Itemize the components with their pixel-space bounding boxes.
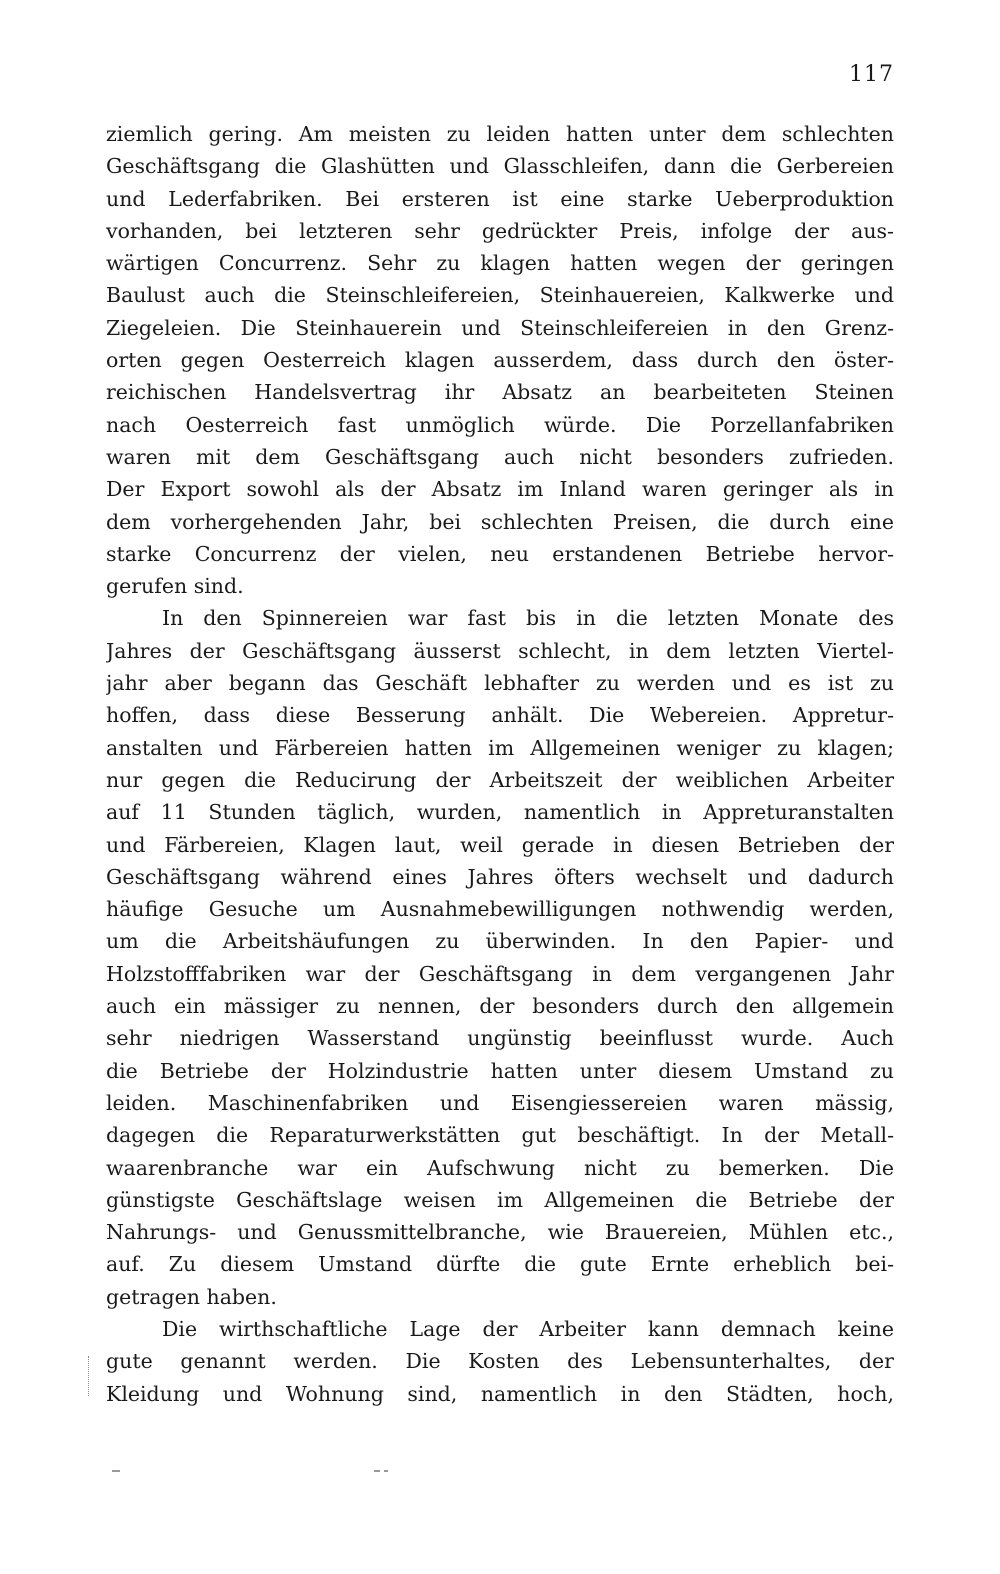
text-line: um die Arbeitshäufungen zu überwinden. In den Papier- und: [106, 929, 894, 954]
text-line: anstalten und Färbereien hatten im Allgemeinen weniger zu klagen;: [106, 735, 894, 760]
text-line: starke Concurrenz der vielen, neu erstandenen Betriebe hervor-: [106, 541, 894, 566]
text-line: sehr niedrigen Wasserstand ungünstig beeinflusst wurde. Auch: [106, 1026, 894, 1051]
text-line: dem vorhergehenden Jahr, bei schlechten Preisen, die durch eine: [106, 509, 894, 534]
body-text: [106, 118, 894, 1410]
text-line: gerufen sind.: [106, 574, 244, 599]
text-line: vorhanden, bei letzteren sehr gedrückter Preis, infolge der aus-: [106, 218, 894, 243]
smudge-mark: [112, 1470, 120, 1472]
text-line: die Betriebe der Holzindustrie hatten unter diesem Umstand zu: [106, 1058, 894, 1083]
text-line: Holzstofffabriken war der Geschäftsgang in dem vergangenen Jahr: [106, 961, 894, 986]
bottom-smudge-marks: [112, 1470, 412, 1480]
text-line: ziemlich gering. Am meisten zu leiden hatten unter dem schlechten: [106, 122, 894, 146]
text-line: Jahres der Geschäftsgang äusserst schlecht, in dem letzten Viertel-: [106, 638, 894, 663]
text-line: orten gegen Oesterreich klagen ausserdem, dass durch den öster-: [106, 348, 894, 373]
text-line: Geschäftsgang während eines Jahres öfters wechselt und dadurch: [106, 864, 894, 889]
text-line: häufige Gesuche um Ausnahmebewilligungen nothwendig werden,: [106, 897, 894, 922]
text-line: auf 11 Stunden täglich, wurden, namentlich in Appreturanstalten: [106, 800, 894, 825]
text-line: wärtigen Concurrenz. Sehr zu klagen hatten wegen der geringen: [106, 251, 894, 276]
text-line: gute genannt werden. Die Kosten des Lebensunterhaltes, der: [106, 1349, 894, 1374]
text-line: Geschäftsgang die Glashütten und Glasschleifen, dann die Gerbereien: [106, 154, 894, 179]
text-line: Ziegeleien. Die Steinhauerein und Steinschleifereien in den Grenz-: [106, 315, 894, 340]
text-line: Kleidung und Wohnung sind, namentlich in den Städten, hoch,: [106, 1381, 894, 1406]
text-line: Der Export sowohl als der Absatz im Inland waren geringer als in: [106, 477, 894, 502]
smudge-mark: [374, 1470, 380, 1472]
text-line: nach Oesterreich fast unmöglich würde. Die Porzellanfabriken: [106, 412, 894, 437]
smudge-mark: [384, 1470, 388, 1472]
text-line: auf. Zu diesem Umstand dürfte die gute Ernte erheblich bei-: [106, 1252, 894, 1277]
text-line: waarenbranche war ein Aufschwung nicht zu bemerken. Die: [106, 1155, 894, 1180]
page-number: 117: [849, 62, 894, 87]
paragraph-start-line: In den Spinnereien war fast bis in die letzten Monate des: [162, 606, 894, 631]
text-line: waren mit dem Geschäftsgang auch nicht besonders zufrieden.: [106, 444, 894, 469]
text-line: jahr aber begann das Geschäft lebhafter zu werden und es ist zu: [106, 671, 894, 696]
text-line: dagegen die Reparaturwerkstätten gut beschäftigt. In der Metall-: [106, 1123, 894, 1148]
text-line: und Färbereien, Klagen laut, weil gerade in diesen Betrieben der: [106, 832, 894, 857]
text-line: leiden. Maschinenfabriken und Eisengiessereien waren mässig,: [106, 1090, 894, 1115]
text-line: auch ein mässiger zu nennen, der besonders durch den allgemein: [106, 994, 894, 1019]
text-line: günstigste Geschäftslage weisen im Allgemeinen die Betriebe der: [106, 1187, 894, 1212]
text-line: und Lederfabriken. Bei ersteren ist eine starke Ueberproduktion: [106, 186, 894, 211]
text-line: hoffen, dass diese Besserung anhält. Die Webereien. Appretur-: [106, 703, 894, 728]
text-line: Nahrungs- und Genussmittelbranche, wie Brauereien, Mühlen etc.,: [106, 1220, 894, 1245]
margin-mark: [88, 1356, 91, 1396]
text-line: reichischen Handelsvertrag ihr Absatz an bearbeiteten Steinen: [106, 380, 894, 405]
text-line: nur gegen die Reducirung der Arbeitszeit der weiblichen Arbeiter: [106, 767, 894, 792]
text-line: Baulust auch die Steinschleifereien, Steinhauereien, Kalkwerke und: [106, 283, 894, 308]
text-line: getragen haben.: [106, 1284, 277, 1309]
paragraph-start-line: Die wirthschaftliche Lage der Arbeiter kann demnach keine: [162, 1316, 894, 1341]
